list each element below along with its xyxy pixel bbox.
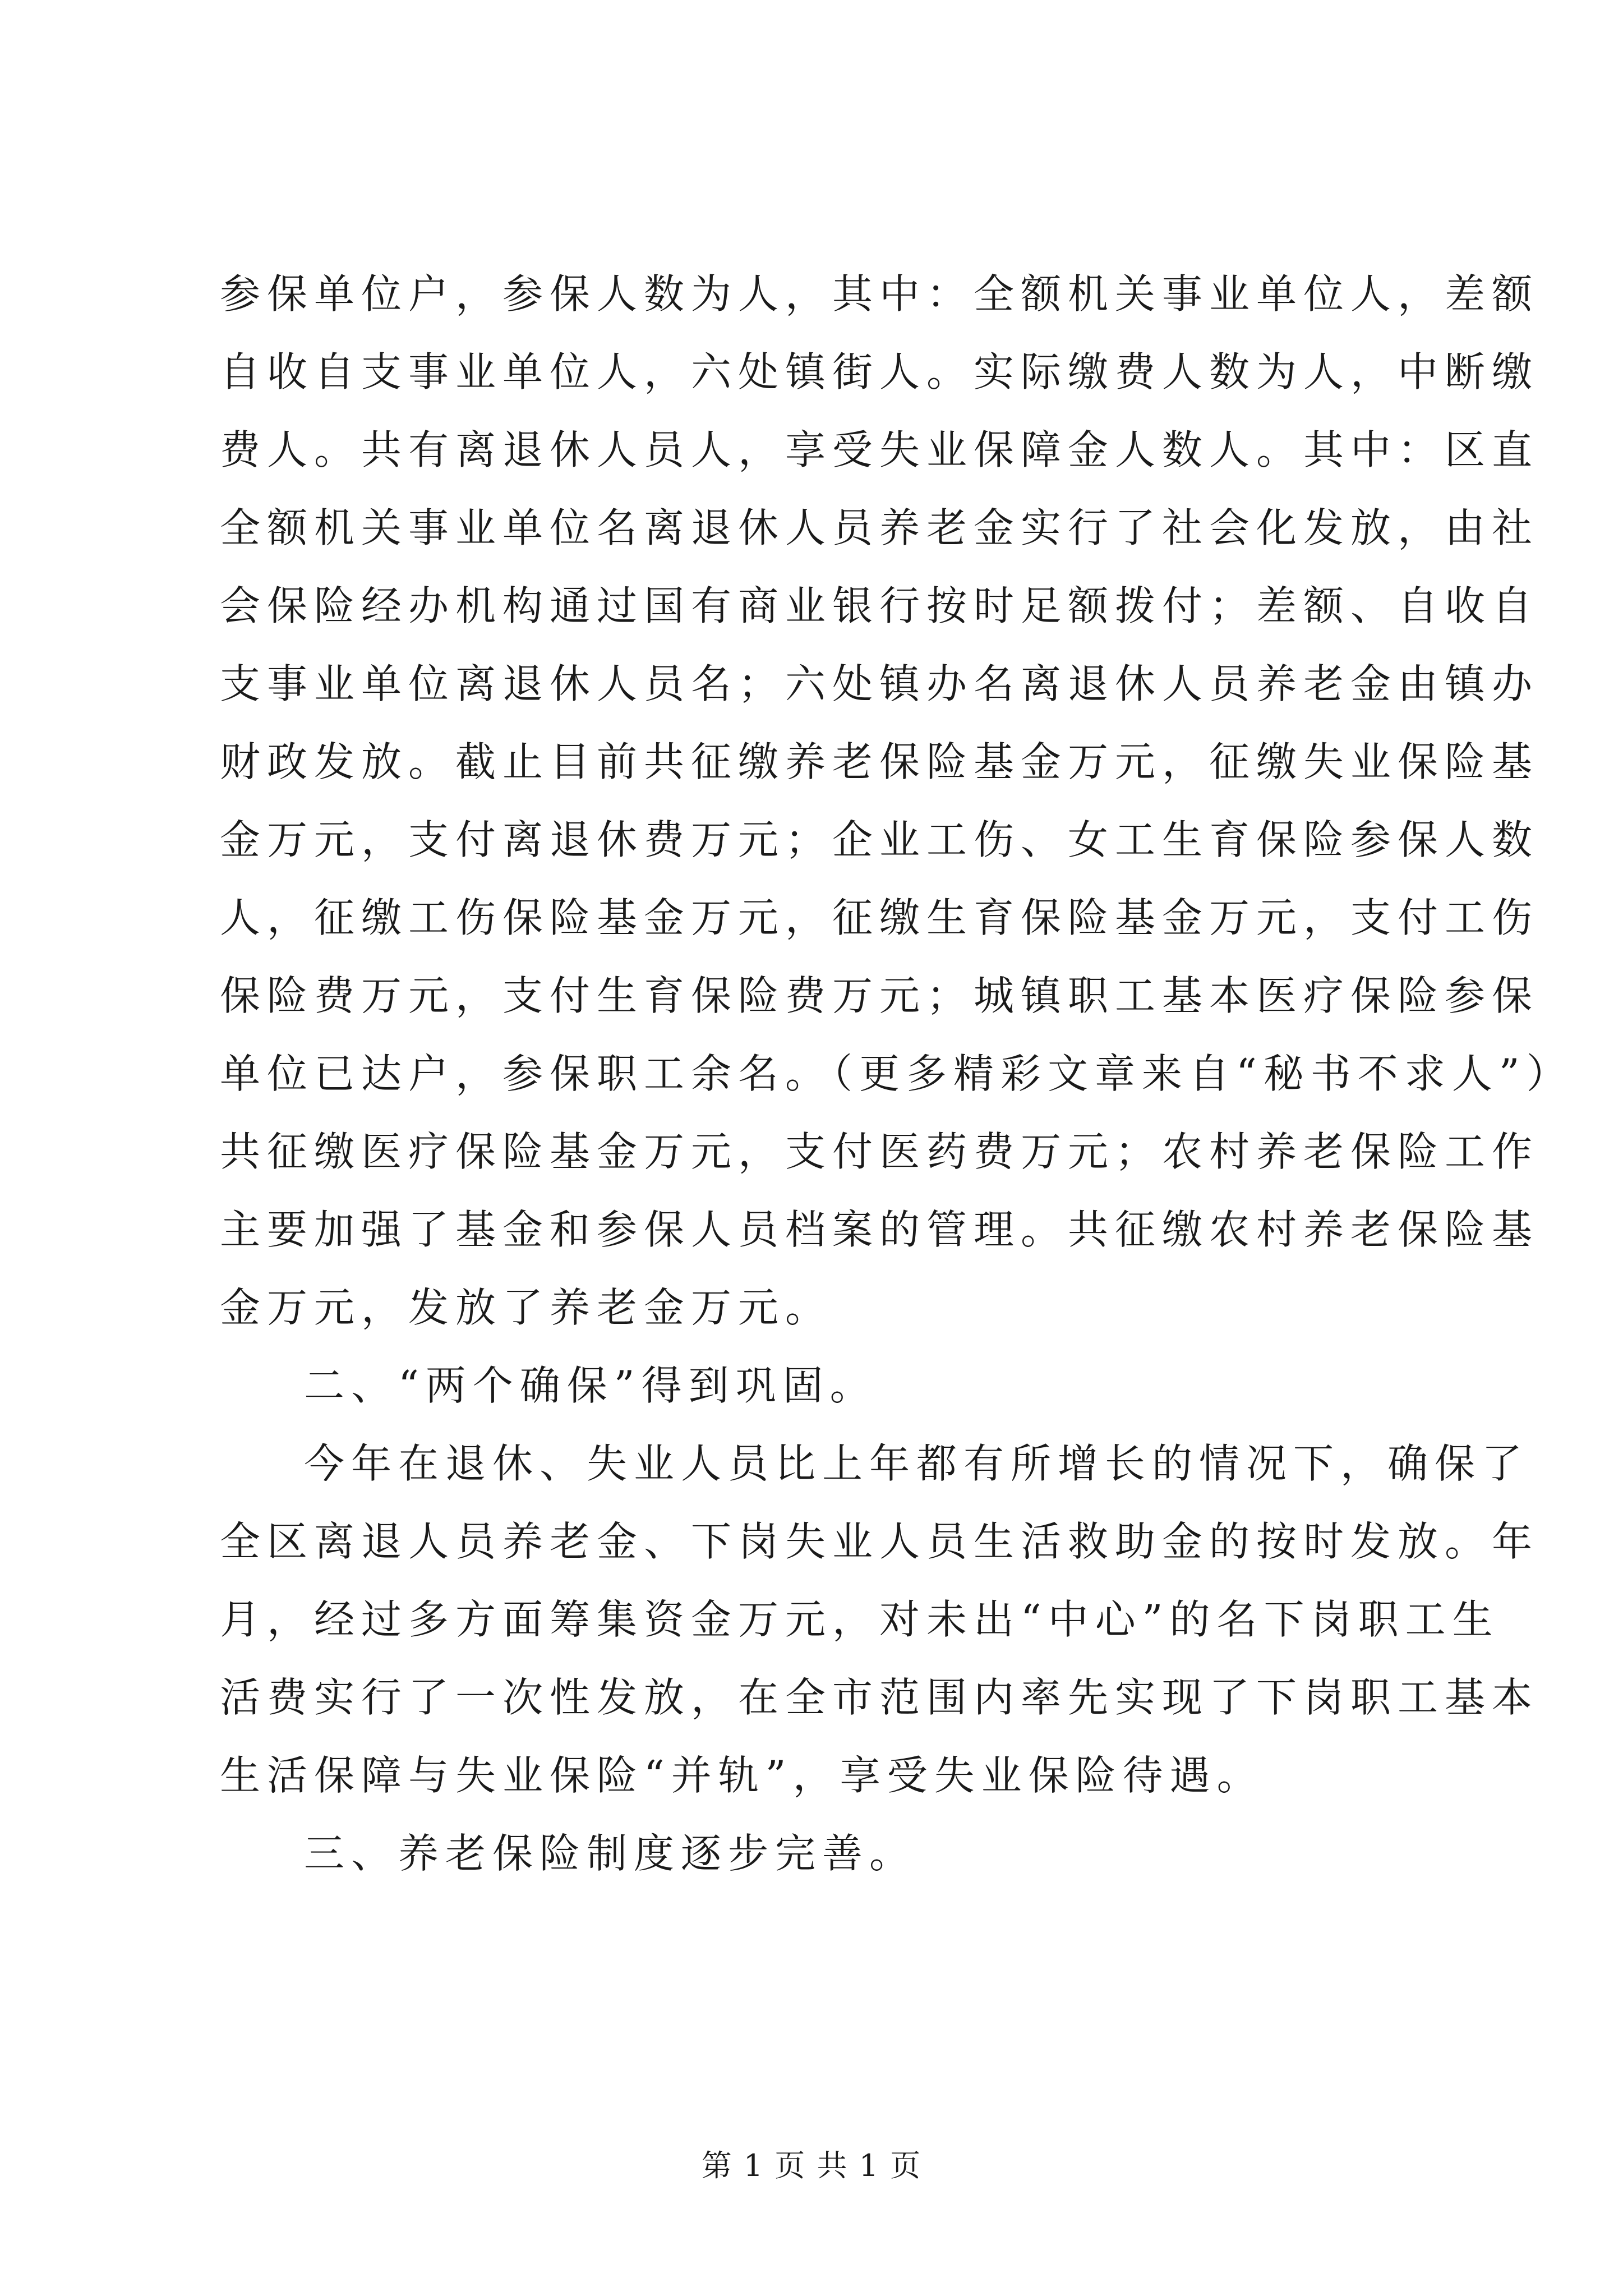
page-footer: 第 1 页 共 1 页 bbox=[701, 2148, 922, 2183]
paragraph-two-guarantees bbox=[220, 1425, 1539, 1815]
text-line: 人，征缴工伤保险基金万元，征缴生育保险基金万元，支付工伤 bbox=[220, 894, 1539, 941]
text-line: 生活保障与失业保险“并轨”，享受失业保险待遇。 bbox=[220, 1752, 1264, 1799]
text-line: 会保险经办机构通过国有商业银行按时足额拨付；差额、自收自 bbox=[220, 582, 1539, 629]
text-line: 单位已达户，参保职工余名。（更多精彩文章来自“秘书不求人”） bbox=[220, 1050, 1574, 1097]
text-line: 保险费万元，支付生育保险费万元；城镇职工基本医疗保险参保 bbox=[220, 972, 1539, 1019]
text-line: 全区离退人员养老金、下岗失业人员生活救助金的按时发放。年 bbox=[220, 1518, 1539, 1565]
section-heading-three: 三、养老保险制度逐步完善。 bbox=[304, 1830, 917, 1877]
document-body bbox=[220, 255, 1574, 1893]
text-line: 参保单位户，参保人数为人，其中：全额机关事业单位人，差额 bbox=[220, 270, 1539, 318]
section-heading-two: 二、“两个确保”得到巩固。 bbox=[304, 1362, 877, 1409]
text-line: 月，经过多方面筹集资金万元，对未出“中心”的名下岗职工生 bbox=[220, 1596, 1500, 1643]
text-line: 费人。共有离退休人员人，享受失业保障金人数人。其中：区直 bbox=[220, 426, 1539, 473]
text-line: 今年在退休、失业人员比上年都有所增长的情况下，确保了 bbox=[304, 1440, 1529, 1487]
text-line: 金万元，发放了养老金万元。 bbox=[220, 1284, 833, 1331]
text-line: 支事业单位离退休人员名；六处镇办名离退休人员养老金由镇办 bbox=[220, 660, 1539, 707]
text-line: 活费实行了一次性发放，在全市范围内率先实现了下岗职工基本 bbox=[220, 1674, 1539, 1721]
text-line: 主要加强了基金和参保人员档案的管理。共征缴农村养老保险基 bbox=[220, 1206, 1539, 1253]
text-line: 全额机关事业单位名离退休人员养老金实行了社会化发放，由社 bbox=[220, 504, 1539, 551]
paragraph-statistics bbox=[220, 255, 1574, 1347]
text-line: 财政发放。截止目前共征缴养老保险基金万元，征缴失业保险基 bbox=[220, 738, 1539, 785]
text-line: 自收自支事业单位人，六处镇街人。实际缴费人数为人，中断缴 bbox=[220, 348, 1539, 395]
text-line: 共征缴医疗保险基金万元，支付医药费万元；农村养老保险工作 bbox=[220, 1128, 1539, 1175]
text-line: 金万元，支付离退休费万元；企业工伤、女工生育保险参保人数 bbox=[220, 816, 1539, 863]
